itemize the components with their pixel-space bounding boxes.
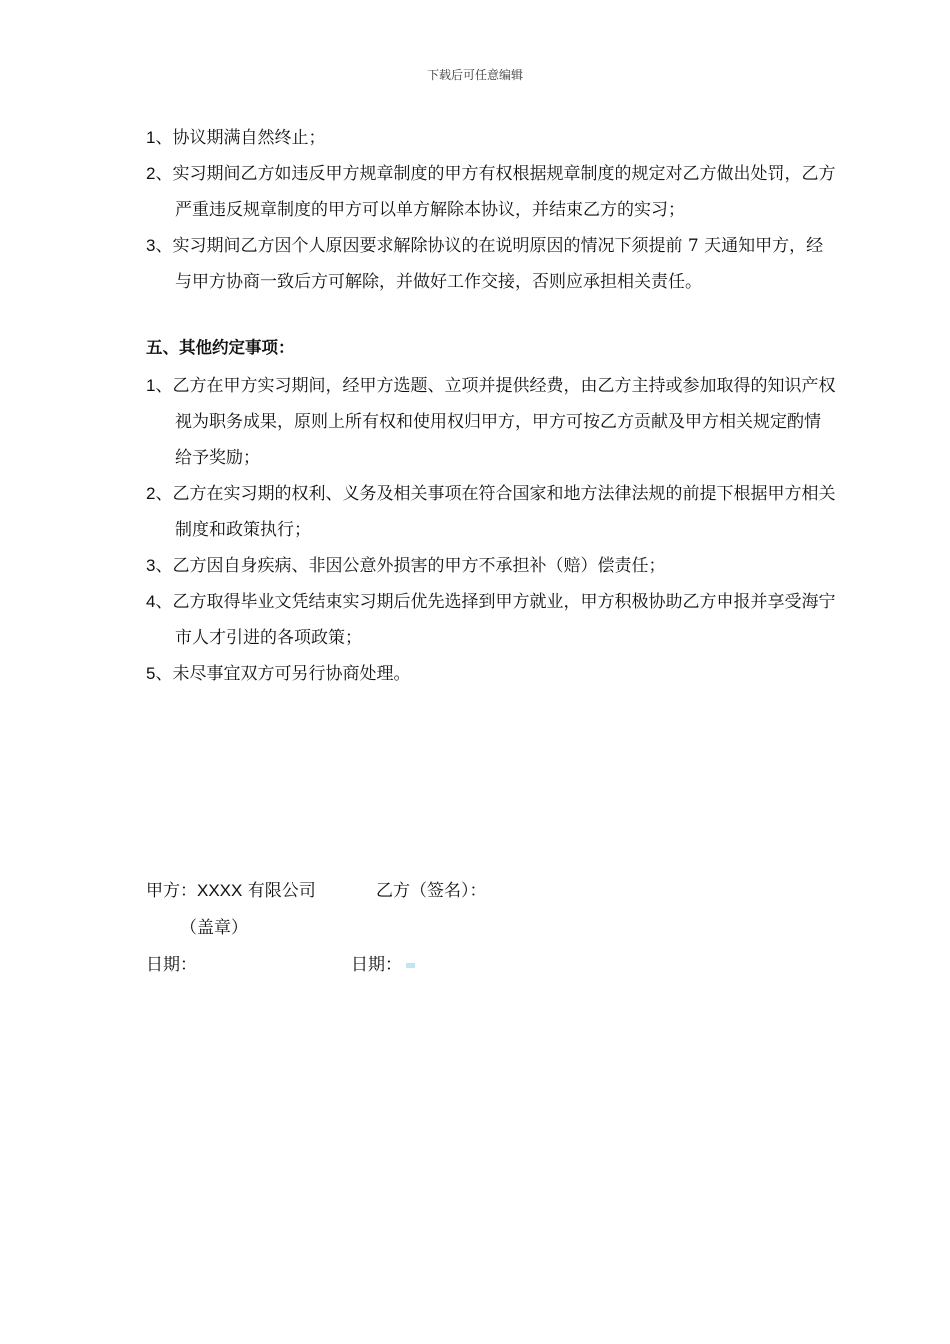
item-number: 2 (146, 484, 156, 503)
list-item (146, 120, 836, 156)
party-a-date-label: 日期： (146, 955, 197, 975)
item-text: 、未尽事宜双方可另行协商处理。 (155, 664, 411, 684)
other-terms-list (146, 368, 836, 692)
item-text: 、实习期间乙方如违反甲方规章制度的甲方有权根据规章制度的规定对乙方做出处罚，乙方严重违反规章制度的甲方可以单方解除本协议，并结束乙方的实习； (155, 164, 836, 220)
item-text: 、乙方在实习期的权利、义务及相关事项在符合国家和地方法律法规的前提下根据甲方相关制度和政策执行； (155, 484, 836, 540)
signature-block (146, 873, 836, 984)
header-note: 下载后可任意编辑 (426, 68, 523, 82)
item-text: 、乙方因自身疾病、非因公意外损害的甲方不承担补（赔）偿责任； (155, 556, 666, 576)
party-a-signature (146, 873, 316, 909)
party-a-name: XXXX (197, 881, 243, 900)
list-item (146, 584, 836, 656)
document-body (146, 120, 836, 692)
item-number: 4 (146, 592, 156, 611)
seal-row (146, 910, 836, 947)
item-number: 3 (146, 236, 156, 255)
item-number: 5 (146, 664, 156, 683)
item-number: 1 (146, 376, 156, 395)
list-item (146, 476, 836, 548)
item-number: 1 (146, 128, 156, 147)
item-text: 、实习期间乙方因个人原因要求解除协议的在说明原因的情况下须提前 7 天通知甲方，经与甲方协商一致后方可解除，并做好工作交接，否则应承担相关责任。 (155, 236, 824, 292)
signature-parties-row (146, 873, 836, 910)
list-item (146, 368, 836, 476)
party-b-date (351, 947, 415, 983)
date-field-marker (406, 963, 415, 968)
party-a-label: 甲方： (146, 881, 197, 901)
item-number: 2 (146, 164, 156, 183)
section-heading-other-terms: 五、其他约定事项： (146, 338, 295, 357)
list-item (146, 656, 836, 692)
list-item (146, 228, 836, 300)
party-a-suffix: 有限公司 (242, 881, 316, 901)
date-row (146, 947, 836, 984)
termination-clauses (146, 120, 836, 300)
seal-label: （盖章） (180, 918, 248, 938)
item-text: 、乙方取得毕业文凭结束实习期后优先选择到甲方就业，甲方积极协助乙方申报并享受海宁市人才引进的各项政策； (155, 592, 836, 648)
item-text: 、协议期满自然终止； (155, 128, 326, 148)
list-item (146, 548, 836, 584)
list-item (146, 156, 836, 228)
item-number: 3 (146, 556, 156, 575)
party-b-label: 乙方（签名）： (376, 881, 487, 901)
item-text: 、乙方在甲方实习期间，经甲方选题、立项并提供经费，由乙方主持或参加取得的知识产权视为职务成果，原则上所有权和使用权归甲方，甲方可按乙方贡献及甲方相关规定酌情给予奖励； (155, 376, 836, 468)
party-b-date-label: 日期： (351, 955, 402, 975)
